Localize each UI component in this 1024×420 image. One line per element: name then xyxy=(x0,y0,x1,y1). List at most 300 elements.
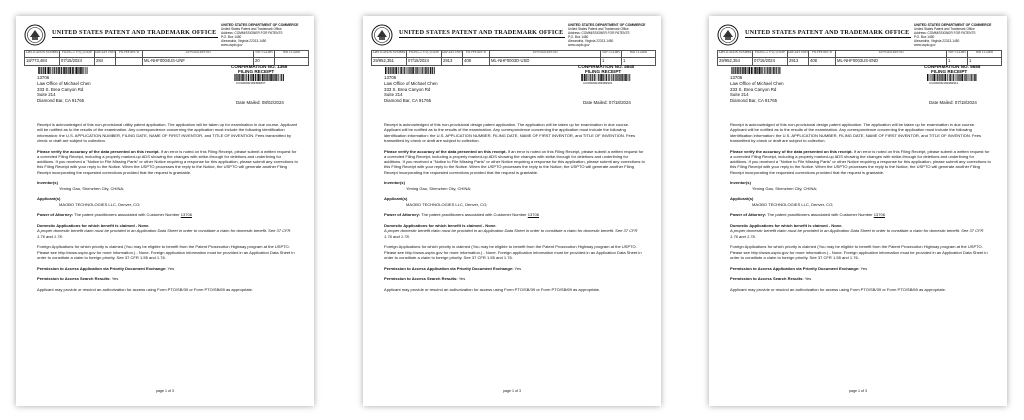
col-header: FILING or 371(c) DATE xyxy=(407,51,441,58)
col-header: IND CLAIMS xyxy=(968,51,1001,58)
barcode-bar xyxy=(772,67,773,74)
barcode-bar xyxy=(626,74,627,81)
filing-date: 07/15/2024 xyxy=(61,58,82,64)
barcode-bar xyxy=(45,67,46,74)
col-tot-claims xyxy=(601,51,622,65)
barcode-bar xyxy=(603,74,604,81)
domestic-text: A proper domestic benefit claim must be provided in an Application Data Sheet in order to constitute a claim for domestic benefit. See 37 CFR 1.76 and 1.78. xyxy=(37,228,291,239)
barcode-bar xyxy=(70,67,71,74)
confirmation-value: 1365 xyxy=(277,64,288,69)
domestic-text: A proper domestic benefit claim must be provided in an Application Data Sheet in order to constitute a claim for domestic benefit. See 37 CFR 1.76 and 1.78. xyxy=(730,228,984,239)
barcode-bar xyxy=(409,67,410,74)
filing-receipt-title: FILING RECEIPT xyxy=(238,69,275,74)
dept-line: www.uspto.gov xyxy=(568,43,590,47)
receipt-body xyxy=(37,122,299,298)
barcode-bar xyxy=(390,67,391,74)
verify-text: If an error is noted on this Filing Receipt, please submit a written request for a corrected Filing Receipt, including a properly marked-up ADS showing the changes with strike-through for deletions and underlining for additions. If you received a "Notice to File Missing Parts" or other Notice requiring a response for this application, please submit any corrections to this Filing Receipt with your reply to the Notice. When the USPTO processes the reply to the Notice, the USPTO will generate another Filing Receipt incorporating the requested corrections provided that the request is grantable. xyxy=(37,148,298,175)
barcode-bar xyxy=(72,67,73,74)
col-ind-claims xyxy=(622,51,655,65)
barcode-bar xyxy=(275,74,276,81)
col-header: GRP ART UNIT xyxy=(95,51,115,58)
barcode-bar xyxy=(759,67,760,74)
app-number: 29/952,354 xyxy=(719,58,740,64)
authorization-note: Applicant may provide or rescind an authorization for access using Form PTO/SB/39 or Form PTO/SB/69 as appropriate. xyxy=(37,287,254,293)
domestic-heading: Domestic Applications for which benefit is claimed - None. xyxy=(37,223,150,229)
barcode-bar xyxy=(242,74,243,81)
col-header: ATTY.DOCKET.NO xyxy=(836,51,946,58)
barcode-bar xyxy=(276,74,277,81)
filing-receipt-page xyxy=(363,16,661,406)
page-footer: page 1 of 3 xyxy=(156,389,174,393)
barcode-bar xyxy=(269,74,270,81)
dept-line: P.O. Box 1450 xyxy=(221,35,242,39)
independent-claims: 1 xyxy=(969,58,972,64)
inventor-heading: Inventor(s) xyxy=(730,180,751,186)
barcode-bar xyxy=(594,74,595,81)
domestic-benefit xyxy=(730,223,992,239)
address-line: Suite 214 xyxy=(384,92,403,98)
barcode-bar xyxy=(396,67,397,74)
barcode-bar xyxy=(235,74,236,81)
barcode-bar xyxy=(582,74,583,81)
confirmation-label: CONFIRMATION NO. xyxy=(231,64,276,69)
barcode-bar xyxy=(434,67,435,74)
barcode-bar xyxy=(264,74,265,81)
barcode-bar xyxy=(54,67,55,74)
fee-received: 408 xyxy=(464,58,471,64)
barcode-bar xyxy=(767,67,768,74)
dept-line: P.O. Box 1450 xyxy=(568,35,589,39)
barcode-bar xyxy=(426,67,427,74)
col-header: IND CLAIMS xyxy=(622,51,655,58)
barcode-bar xyxy=(612,74,613,81)
col-header: FIL FEE REC'D xyxy=(463,51,489,58)
pdx-value: Yes xyxy=(167,265,175,271)
barcode-bar xyxy=(82,67,83,74)
barcode-bar xyxy=(417,67,418,74)
uspto-seal-icon xyxy=(371,24,393,46)
col-filing-date xyxy=(407,51,442,65)
barcode-bar xyxy=(412,67,413,74)
receipt-body xyxy=(384,122,646,298)
fee-received: 408 xyxy=(810,58,817,64)
barcode-bar xyxy=(388,67,389,74)
docket-number: ML-NHF0004US-UNF xyxy=(144,58,185,64)
barcode-bar xyxy=(760,67,761,74)
filing-receipt-title: FILING RECEIPT xyxy=(585,69,622,74)
col-docket xyxy=(143,51,254,65)
barcode-bar xyxy=(63,67,64,74)
barcode-bar xyxy=(754,67,755,74)
date-mailed xyxy=(583,100,631,105)
filing-receipt-title: FILING RECEIPT xyxy=(931,69,968,74)
barcode-number: CC000000169382901 xyxy=(583,81,613,85)
pdx-permission xyxy=(37,266,299,271)
col-docket xyxy=(490,51,601,65)
authorization-note: Applicant may provide or rescind an authorization for access using Form PTO/SB/39 or Form PTO/SB/69 as appropriate. xyxy=(730,287,947,293)
dept-line: United States Patent and Trademark Office xyxy=(568,27,629,31)
barcode-bar xyxy=(53,67,54,74)
col-docket xyxy=(836,51,947,65)
barcode-bar xyxy=(592,74,593,81)
barcode-bar xyxy=(259,74,260,81)
domestic-benefit xyxy=(37,223,299,239)
power-of-attorney xyxy=(37,212,299,217)
barcode-bar xyxy=(770,67,771,74)
barcode-bar xyxy=(75,67,76,74)
dept-line: UNITED STATES DEPARTMENT OF COMMERCE xyxy=(914,23,992,27)
barcode-bar xyxy=(952,74,953,81)
domestic-heading: Domestic Applications for which benefit is claimed - None. xyxy=(730,223,843,229)
address-line: 13706 xyxy=(730,75,743,80)
barcode-bar xyxy=(749,67,750,74)
app-number: 29/952,351 xyxy=(373,58,394,64)
docket-number: ML-NHF0003US-END xyxy=(837,58,879,64)
col-header: GRP ART UNIT xyxy=(788,51,808,58)
barcode-bar xyxy=(757,67,758,74)
search-heading: Permission to Access Search Results: xyxy=(730,276,804,282)
barcode-bar xyxy=(959,74,960,81)
search-permission xyxy=(384,276,646,281)
confirmation-value: 4640 xyxy=(624,64,635,69)
barcode-bar xyxy=(615,74,616,81)
search-heading: Permission to Access Search Results: xyxy=(37,276,111,282)
barcode-bar xyxy=(939,74,940,81)
correspondence-address xyxy=(730,75,784,104)
barcode-bar xyxy=(940,74,941,81)
barcode-bar xyxy=(432,67,433,74)
barcode-bar xyxy=(243,74,244,81)
poa-heading: Power of Attorney: xyxy=(730,212,767,218)
col-header: TOT CLAIMS xyxy=(254,51,274,58)
barcode-bar xyxy=(262,74,263,81)
barcode-icon xyxy=(731,67,781,74)
barcode-bar xyxy=(971,74,972,81)
inventor-value: Yiming Gao, Shenzhen City, CHINA; xyxy=(59,185,125,191)
col-art-unit xyxy=(95,51,116,65)
barcode-bar xyxy=(258,74,259,81)
barcode-bar xyxy=(47,67,48,74)
power-of-attorney xyxy=(384,212,646,217)
dept-line: Address: COMMISSIONER FOR PATENTS xyxy=(914,31,976,35)
authorization-note: Applicant may provide or rescind an authorization for access using Form PTO/SB/39 or Form PTO/SB/69 as appropriate. xyxy=(384,287,601,293)
verify-text: If an error is noted on this Filing Receipt, please submit a written request for a corrected Filing Receipt, including a properly marked-up ADS showing the changes with strike-through for deletions and underlining for additions. If you received a "Notice to File Missing Parts" or other Notice requiring a response for this application, please submit any corrections to this Filing Receipt with your reply to the Notice. When the USPTO processes the reply to the Notice, the USPTO will generate another Filing Receipt incorporating the requested corrections provided that the request is grantable. xyxy=(730,148,991,175)
barcode-bar xyxy=(278,74,279,81)
pdx-value: Yes xyxy=(860,265,868,271)
col-header: TOT CLAIMS xyxy=(601,51,621,58)
barcode-bar xyxy=(606,74,607,81)
search-value: Yes xyxy=(804,276,812,282)
dept-line: United States Patent and Trademark Office xyxy=(221,27,282,31)
col-header: FIL FEE REC'D xyxy=(116,51,142,58)
barcode-bar xyxy=(927,74,928,81)
barcode-bar xyxy=(945,74,946,81)
barcode-bar xyxy=(255,74,256,81)
date-mailed xyxy=(929,100,977,105)
col-header: ATTY.DOCKET.NO xyxy=(490,51,600,58)
total-claims: 1 xyxy=(948,58,951,64)
verify-text: If an error is noted on this Filing Receipt, please submit a written request for a corrected Filing Receipt, including a properly marked-up ADS showing the changes with strike-through for deletions and underlining for additions. If you received a "Notice to File Missing Parts" or other Notice requiring a response for this application, please submit any corrections to this Filing Receipt with your reply to the Notice. When the USPTO processes the reply to the Notice, the USPTO will generate another Filing Receipt incorporating the requested corrections provided that the request is grantable. xyxy=(384,148,645,175)
search-value: Yes xyxy=(111,276,119,282)
barcode-icon xyxy=(927,74,977,81)
barcode-bar xyxy=(778,67,779,74)
barcode-bar xyxy=(246,74,247,81)
customer-number-link[interactable]: 13706 xyxy=(527,212,540,218)
receipt-paragraph: Receipt is acknowledged of this non-provisional design patent application. The application will be taken up for examination in due course. Applicant will be notified as to the results of the examination. Any correspondence concerning the application must include the following identification information: the U.S. APPLICATION NUMBER, FILING DATE, NAME OF FIRST INVENTOR, and TITLE OF INVENTION. Fees transmitted by check or draft are subject to collection. xyxy=(730,122,982,143)
search-value: Yes xyxy=(458,276,466,282)
department-address xyxy=(221,23,309,47)
address-line: 13706 xyxy=(37,75,50,80)
search-permission xyxy=(37,276,299,281)
total-claims: 1 xyxy=(602,58,605,64)
barcode-bar xyxy=(590,74,591,81)
barcode-bar xyxy=(600,74,601,81)
barcode-bar xyxy=(779,67,780,74)
barcode-icon xyxy=(38,67,88,74)
barcode-bar xyxy=(248,74,249,81)
barcode-bar xyxy=(385,67,386,74)
address-line: Diamond Bar, CA 91765 xyxy=(384,98,432,104)
barcode-bar xyxy=(80,67,81,74)
foreign-priority: Foreign Applications for which priority is claimed (You may be eligible to benefit from the Patent Prosecution Highway program at the USPTO. Please see http://www.uspto.gov for more information.) - None. Foreign application information must be provided in an Application Data Sheet in order to constitute a claim to foreign priority. See 37 CFR 1.55 and 1.76. xyxy=(384,244,642,260)
inventor-value: Yiming Gao, Shenzhen City, CHINA; xyxy=(406,185,472,191)
barcode-bar xyxy=(751,67,752,74)
poa-heading: Power of Attorney: xyxy=(384,212,421,218)
col-header: IND CLAIMS xyxy=(275,51,308,58)
barcode-bar xyxy=(598,74,599,81)
barcode-bar xyxy=(755,67,756,74)
barcode-bar xyxy=(50,67,51,74)
poa-heading: Power of Attorney: xyxy=(37,212,74,218)
barcode-bar xyxy=(769,67,770,74)
barcode-bar xyxy=(425,67,426,74)
barcode-bar xyxy=(41,67,42,74)
verify-heading: Please verify the accuracy of the data presented on this receipt. xyxy=(384,148,507,154)
department-address xyxy=(914,23,1002,47)
receipt-paragraph: Receipt is acknowledged of this non-provisional design patent application. The application will be taken up for examination in due course. Applicant will be notified as to the results of the examination. Any correspondence concerning the application must include the following identification information: the U.S. APPLICATION NUMBER, FILING DATE, NAME OF FIRST INVENTOR, and TITLE OF INVENTION. Fees transmitted by check or draft are subject to collection. xyxy=(384,122,636,143)
barcode-icon xyxy=(234,74,284,81)
office-title: UNITED STATES PATENT AND TRADEMARK OFFICE xyxy=(52,29,217,36)
barcode-bar xyxy=(85,67,86,74)
barcode-bar xyxy=(281,74,282,81)
inventor-heading: Inventor(s) xyxy=(384,180,405,186)
barcode-bar xyxy=(59,67,60,74)
dept-line: Alexandria, Virginia 22313-1450 xyxy=(568,39,614,43)
applicant-heading: Applicant(s) xyxy=(384,196,408,202)
col-app-number xyxy=(372,51,407,65)
barcode-bar xyxy=(58,67,59,74)
col-ind-claims xyxy=(275,51,308,65)
col-art-unit xyxy=(788,51,809,65)
pdx-value: Yes xyxy=(514,265,522,271)
date-mailed-label: Date Mailed: xyxy=(583,100,608,105)
independent-claims: 1 xyxy=(623,58,626,64)
search-permission xyxy=(730,276,992,281)
barcode-bar xyxy=(745,67,746,74)
col-art-unit xyxy=(442,51,463,65)
receipt-paragraph: Receipt is acknowledged of this non-provisional utility patent application. The application will be taken up for examination in due course. Applicant will be notified as to the results of the examination. Any correspondence concerning the application must include the following identification information: the U.S. APPLICATION NUMBER, FILING DATE, NAME OF FIRST INVENTOR, and TITLE OF INVENTION. Fees transmitted by check or draft are subject to collection. xyxy=(37,122,297,143)
pdx-heading: Permission to Access Application via Priority Document Exchange: xyxy=(730,265,860,271)
barcode-bar xyxy=(88,67,89,74)
address-line: Diamond Bar, CA 91765 xyxy=(37,98,85,104)
dept-line: Alexandria, Virginia 22313-1450 xyxy=(914,39,960,43)
date-mailed-label: Date Mailed: xyxy=(236,100,261,105)
col-header: TOT CLAIMS xyxy=(947,51,967,58)
barcode-bar xyxy=(973,74,974,81)
domestic-benefit xyxy=(384,223,646,239)
barcode-bar xyxy=(257,74,258,81)
receipt-body xyxy=(730,122,992,298)
art-unit: 2913 xyxy=(789,58,799,64)
barcode-bar xyxy=(752,67,753,74)
barcode-bar xyxy=(748,67,749,74)
barcode-bar xyxy=(81,67,82,74)
address-line: Law Office of Michael Chen xyxy=(37,80,91,86)
barcode-bar xyxy=(56,67,57,74)
header-rule xyxy=(399,37,565,38)
col-header: APPLICATION NUMBER xyxy=(718,51,752,58)
barcode-bar xyxy=(966,74,967,81)
barcode-bar xyxy=(937,74,938,81)
barcode-bar xyxy=(735,67,736,74)
barcode-bar xyxy=(733,67,734,74)
dept-line: www.uspto.gov xyxy=(914,43,936,47)
barcode-bar xyxy=(253,74,254,81)
date-mailed-value: 07/18/2024 xyxy=(954,100,977,105)
col-header: ATTY.DOCKET.NO xyxy=(143,51,253,58)
barcode-bar xyxy=(271,74,272,81)
barcode-bar xyxy=(622,74,623,81)
barcode-bar xyxy=(413,67,414,74)
barcode-bar xyxy=(393,67,394,74)
barcode-bar xyxy=(77,67,78,74)
barcode-bar xyxy=(43,67,44,74)
barcode-bar xyxy=(252,74,253,81)
col-header: FIL FEE REC'D xyxy=(809,51,835,58)
col-app-number xyxy=(718,51,753,65)
barcode-bar xyxy=(961,74,962,81)
barcode-bar xyxy=(430,67,431,74)
domestic-text: A proper domestic benefit claim must be provided in an Application Data Sheet in order to constitute a claim for domestic benefit. See 37 CFR 1.76 and 1.78. xyxy=(384,228,638,239)
col-tot-claims xyxy=(254,51,275,65)
barcode-bar xyxy=(76,67,77,74)
barcode-bar xyxy=(66,67,67,74)
barcode-bar xyxy=(775,67,776,74)
customer-number-link[interactable]: 13706 xyxy=(180,212,193,218)
barcode-bar xyxy=(250,74,251,81)
app-number: 18/773,484 xyxy=(26,58,47,64)
poa-text: The patent practitioners associated with Customer Number xyxy=(767,212,873,218)
inventor-heading: Inventor(s) xyxy=(37,180,58,186)
barcode-bar xyxy=(773,67,774,74)
col-header: APPLICATION NUMBER xyxy=(25,51,59,58)
barcode-bar xyxy=(764,67,765,74)
art-unit: 284 xyxy=(96,58,103,64)
barcode-bar xyxy=(273,74,274,81)
barcode-bar xyxy=(619,74,620,81)
barcode-bar xyxy=(743,67,744,74)
barcode-bar xyxy=(267,74,268,81)
barcode-icon xyxy=(385,67,435,74)
col-ind-claims xyxy=(968,51,1001,65)
customer-number-link[interactable]: 13706 xyxy=(873,212,886,218)
barcode-bar xyxy=(584,74,585,81)
page-footer: page 1 of 3 xyxy=(503,389,521,393)
barcode-bar xyxy=(616,74,617,81)
inventor-value: Yiming Gao, Shenzhen City, CHINA; xyxy=(752,185,818,191)
barcode-bar xyxy=(64,67,65,74)
barcode-bar xyxy=(957,74,958,81)
filing-receipt-page xyxy=(709,16,1007,406)
applicant-value: MAOBO TECHNOLOGIES LLC, Denver, CO; xyxy=(752,201,834,207)
barcode-bar xyxy=(732,67,733,74)
col-tot-claims xyxy=(947,51,968,65)
address-line: Law Office of Michael Chen xyxy=(384,80,438,86)
barcode-bar xyxy=(236,74,237,81)
domestic-heading: Domestic Applications for which benefit is claimed - None. xyxy=(384,223,497,229)
barcode-bar xyxy=(738,67,739,74)
dept-line: Alexandria, Virginia 22313-1450 xyxy=(221,39,267,43)
office-title: UNITED STATES PATENT AND TRADEMARK OFFICE xyxy=(745,29,910,36)
address-line: Suite 214 xyxy=(730,92,749,98)
col-fee xyxy=(463,51,490,65)
verify-paragraph xyxy=(384,149,646,175)
barcode-bar xyxy=(422,67,423,74)
poa-text: The patent practitioners associated with Customer Number xyxy=(74,212,180,218)
barcode-bar xyxy=(428,67,429,74)
barcode-bar xyxy=(392,67,393,74)
dept-line: United States Patent and Trademark Office xyxy=(914,27,975,31)
barcode-bar xyxy=(613,74,614,81)
page-footer: page 1 of 3 xyxy=(849,389,867,393)
total-claims: 20 xyxy=(255,58,260,64)
barcode-bar xyxy=(270,74,271,81)
barcode-bar xyxy=(629,74,630,81)
power-of-attorney xyxy=(730,212,992,217)
barcode-bar xyxy=(586,74,587,81)
pdx-heading: Permission to Access Application via Priority Document Exchange: xyxy=(384,265,514,271)
barcode-bar xyxy=(934,74,935,81)
barcode-bar xyxy=(39,67,40,74)
poa-text: The patent practitioners associated with Customer Number xyxy=(421,212,527,218)
col-filing-date xyxy=(60,51,95,65)
filing-date: 07/15/2024 xyxy=(754,58,775,64)
barcode-bar xyxy=(73,67,74,74)
header-rule xyxy=(745,37,911,38)
barcode-bar xyxy=(740,67,741,74)
verify-paragraph xyxy=(730,149,992,175)
correspondence-address xyxy=(384,75,438,104)
department-address xyxy=(568,23,656,47)
barcode-bar xyxy=(950,74,951,81)
barcode-bar xyxy=(962,74,963,81)
barcode-bar xyxy=(404,67,405,74)
col-filing-date xyxy=(753,51,788,65)
barcode-bar xyxy=(61,67,62,74)
barcode-bar xyxy=(975,74,976,81)
foreign-priority: Foreign Applications for which priority is claimed (You may be eligible to benefit from the Patent Prosecution Highway program at the USPTO. Please see http://www.uspto.gov for more information.) - None. Foreign application information must be provided in an Application Data Sheet in order to constitute a claim to foreign priority. See 37 CFR 1.55 and 1.76. xyxy=(37,244,295,260)
barcode-bar xyxy=(581,74,582,81)
office-title: UNITED STATES PATENT AND TRADEMARK OFFICE xyxy=(399,29,564,36)
verify-heading: Please verify the accuracy of the data presented on this receipt. xyxy=(37,148,160,154)
barcode-bar xyxy=(625,74,626,81)
dept-line: Address: COMMISSIONER FOR PATENTS xyxy=(221,31,283,35)
col-header: FILING or 371(c) DATE xyxy=(60,51,94,58)
col-header: GRP ART UNIT xyxy=(442,51,462,58)
pdx-permission xyxy=(730,266,992,271)
barcode-bar xyxy=(932,74,933,81)
barcode-bar xyxy=(395,67,396,74)
